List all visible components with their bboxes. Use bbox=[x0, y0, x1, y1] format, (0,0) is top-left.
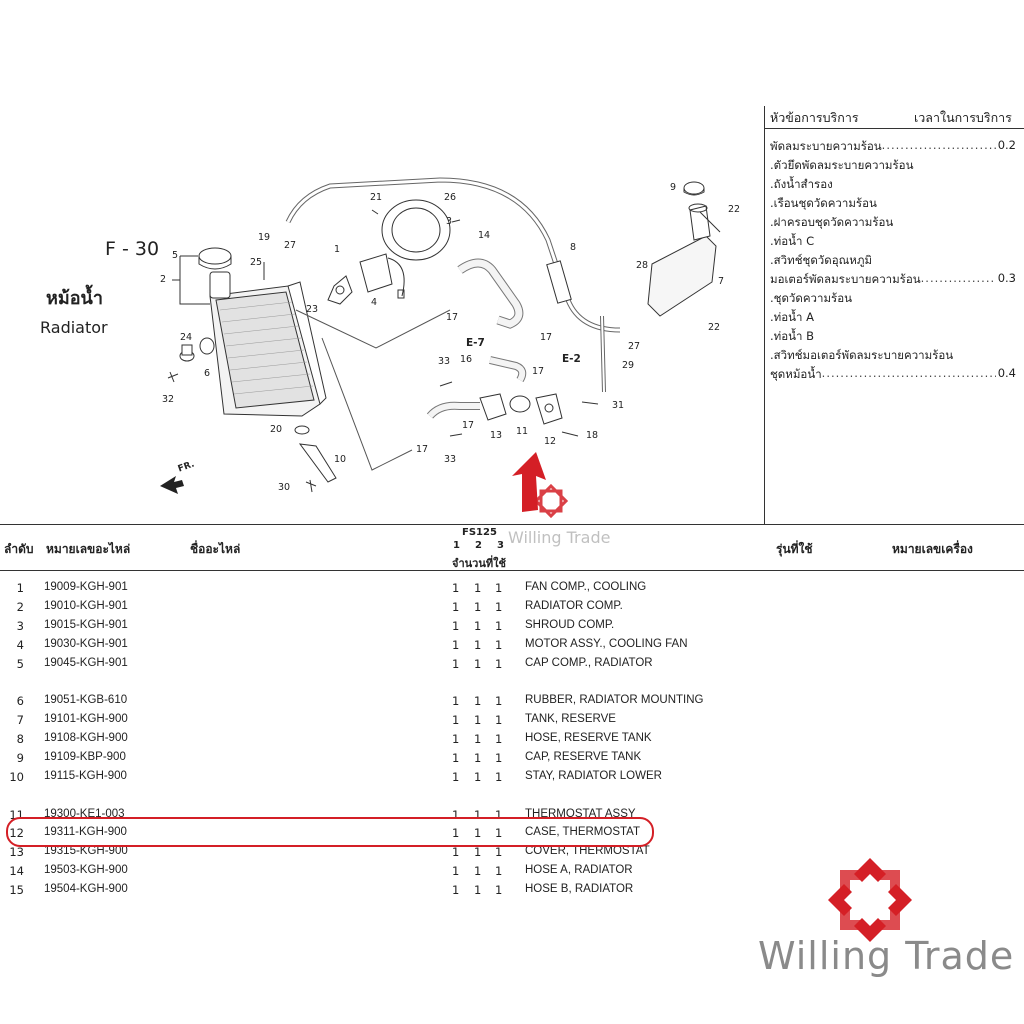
row-qty-2: 1 bbox=[474, 732, 482, 746]
row-part-number: 19051-KGB-610 bbox=[44, 694, 128, 706]
service-table-header-line bbox=[764, 128, 1024, 129]
parts-table-header-line bbox=[0, 570, 1024, 571]
table-row bbox=[0, 749, 700, 767]
callout-5: 5 bbox=[172, 250, 179, 261]
callout-17b: 17 bbox=[540, 332, 553, 343]
service-row-time: 0.3 bbox=[997, 271, 1016, 285]
table-row bbox=[0, 730, 700, 748]
row-index: 9 bbox=[16, 751, 24, 765]
row-qty-1: 1 bbox=[452, 732, 460, 746]
service-row-time: 0.4 bbox=[997, 366, 1016, 380]
service-row-label: .ท่อน้ำ C bbox=[770, 234, 815, 248]
row-index: 4 bbox=[16, 638, 24, 652]
row-qty-2: 1 bbox=[474, 864, 482, 878]
row-index: 14 bbox=[9, 864, 24, 878]
callout-21: 21 bbox=[370, 192, 383, 203]
row-qty-1: 1 bbox=[452, 619, 460, 633]
row-qty-1: 1 bbox=[452, 808, 460, 822]
row-qty-3: 1 bbox=[495, 657, 503, 671]
row-english-name: STAY, RADIATOR LOWER bbox=[525, 770, 662, 782]
radiator-exploded-diagram bbox=[0, 0, 764, 524]
callout-19: 19 bbox=[258, 232, 271, 243]
row-english-name: SHROUD COMP. bbox=[525, 619, 615, 631]
header-index: ลำดับ bbox=[4, 542, 34, 556]
callout-22b: 22 bbox=[708, 322, 721, 333]
header-qty-2: 2 bbox=[475, 540, 482, 551]
table-row bbox=[0, 862, 700, 880]
callout-28: 28 bbox=[636, 260, 649, 271]
callout-25: 25 bbox=[250, 257, 263, 268]
table-row bbox=[0, 655, 700, 673]
row-index: 2 bbox=[16, 600, 24, 614]
row-index: 12 bbox=[9, 826, 24, 840]
section-label-e2: E-2 bbox=[562, 353, 581, 365]
radiator-core bbox=[210, 272, 326, 416]
service-row-label: .ถังน้ำสำรอง bbox=[770, 177, 833, 191]
service-row bbox=[770, 290, 1016, 309]
table-row bbox=[0, 692, 704, 710]
row-qty-2: 1 bbox=[474, 581, 482, 595]
callout-1: 1 bbox=[334, 244, 341, 255]
header-qty-3: 3 bbox=[497, 540, 504, 551]
service-row-label: .สวิทช์มอเตอร์พัดลมระบายความร้อน bbox=[770, 348, 954, 362]
service-row bbox=[770, 309, 1016, 328]
row-english-name: HOSE, RESERVE TANK bbox=[525, 732, 652, 744]
row-qty-2: 1 bbox=[474, 713, 482, 727]
service-row-leader bbox=[882, 138, 996, 157]
row-qty-1: 1 bbox=[452, 751, 460, 765]
row-part-number: 19109-KBP-900 bbox=[44, 751, 126, 763]
watermark-logo-icon bbox=[534, 484, 568, 518]
row-english-name: MOTOR ASSY., COOLING FAN bbox=[525, 638, 688, 650]
callout-7: 7 bbox=[718, 276, 725, 287]
row-english-name: CAP, RESERVE TANK bbox=[525, 751, 642, 763]
diagram-title-english: Radiator bbox=[40, 318, 108, 337]
callout-17c: 17 bbox=[532, 366, 545, 377]
service-row-leader bbox=[822, 366, 996, 385]
service-row-time: 0.2 bbox=[997, 138, 1016, 152]
callout-22a: 22 bbox=[728, 204, 741, 215]
table-row bbox=[0, 617, 700, 635]
row-qty-2: 1 bbox=[474, 638, 482, 652]
row-qty-2: 1 bbox=[474, 845, 482, 859]
service-row bbox=[770, 176, 1016, 195]
service-row-label: .ตัวยึดพัดลมระบายความร้อน bbox=[770, 158, 914, 172]
callout-20: 20 bbox=[270, 424, 283, 435]
front-label: FR. bbox=[176, 459, 196, 475]
highlight-row-12 bbox=[6, 817, 654, 847]
callout-32: 32 bbox=[162, 394, 175, 405]
callout-29: 29 bbox=[622, 360, 635, 371]
front-arrow-icon bbox=[160, 476, 184, 494]
row-qty-2: 1 bbox=[474, 826, 482, 840]
row-qty-3: 1 bbox=[495, 883, 503, 897]
row-qty-3: 1 bbox=[495, 694, 503, 708]
row-index: 8 bbox=[16, 732, 24, 746]
row-qty-3: 1 bbox=[495, 770, 503, 784]
row-index: 7 bbox=[16, 713, 24, 727]
callout-18: 18 bbox=[586, 430, 599, 441]
service-row bbox=[770, 214, 1016, 233]
header-qty-1: 1 bbox=[453, 540, 460, 551]
row-qty-2: 1 bbox=[474, 657, 482, 671]
service-row bbox=[770, 138, 1016, 157]
row-part-number: 19115-KGH-900 bbox=[44, 770, 127, 782]
callout-27b: 27 bbox=[628, 341, 641, 352]
row-index: 3 bbox=[16, 619, 24, 633]
row-index: 15 bbox=[9, 883, 24, 897]
row-part-number: 19311-KGH-900 bbox=[44, 826, 127, 838]
row-qty-3: 1 bbox=[495, 845, 503, 859]
row-part-number: 19045-KGH-901 bbox=[44, 657, 128, 669]
row-english-name: HOSE A, RADIATOR bbox=[525, 864, 633, 876]
row-qty-3: 1 bbox=[495, 581, 503, 595]
header-part-name: ชื่ออะไหล่ bbox=[190, 542, 241, 556]
row-index: 5 bbox=[16, 657, 24, 671]
row-qty-2: 1 bbox=[474, 770, 482, 784]
row-index: 10 bbox=[9, 770, 24, 784]
watermark-text: Willing Trade bbox=[508, 528, 611, 547]
service-row-label: .ท่อน้ำ A bbox=[770, 310, 814, 324]
row-part-number: 19030-KGH-901 bbox=[44, 638, 128, 650]
row-qty-1: 1 bbox=[452, 657, 460, 671]
header-engine-number: หมายเลขเครื่อง bbox=[892, 542, 973, 556]
callout-27a: 27 bbox=[284, 240, 297, 251]
row-part-number: 19101-KGH-900 bbox=[44, 713, 128, 725]
table-row bbox=[0, 598, 700, 616]
service-row bbox=[770, 233, 1016, 252]
service-row-label: .เรือนชุดวัดความร้อน bbox=[770, 196, 877, 210]
row-qty-1: 1 bbox=[452, 826, 460, 840]
row-qty-3: 1 bbox=[495, 751, 503, 765]
section-label-e7: E-7 bbox=[466, 337, 485, 349]
row-part-number: 19108-KGH-900 bbox=[44, 732, 128, 744]
row-qty-3: 1 bbox=[495, 826, 503, 840]
row-english-name: RADIATOR COMP. bbox=[525, 600, 623, 612]
service-row bbox=[770, 195, 1016, 214]
row-qty-1: 1 bbox=[452, 845, 460, 859]
service-row-label: พัดลมระบายความร้อน bbox=[770, 139, 882, 153]
service-row-label: ชุดหม้อน้ำ bbox=[770, 367, 822, 381]
row-part-number: 19010-KGH-901 bbox=[44, 600, 128, 612]
header-qty-label: จำนวนที่ใช้ bbox=[452, 557, 506, 570]
row-qty-2: 1 bbox=[474, 808, 482, 822]
row-index: 13 bbox=[9, 845, 24, 859]
callout-24: 24 bbox=[180, 332, 193, 343]
service-row-label: .ชุดวัดความร้อน bbox=[770, 291, 852, 305]
row-qty-3: 1 bbox=[495, 713, 503, 727]
row-qty-3: 1 bbox=[495, 808, 503, 822]
callout-23: 23 bbox=[306, 304, 319, 315]
service-row bbox=[770, 271, 1016, 290]
callout-2: 2 bbox=[160, 274, 167, 285]
row-english-name: TANK, RESERVE bbox=[525, 713, 616, 725]
service-row bbox=[770, 366, 1016, 385]
callout-13: 13 bbox=[490, 430, 503, 441]
row-part-number: 19315-KGH-900 bbox=[44, 845, 128, 857]
row-qty-1: 1 bbox=[452, 694, 460, 708]
row-english-name: CASE, THERMOSTAT bbox=[525, 826, 641, 838]
row-qty-2: 1 bbox=[474, 883, 482, 897]
row-qty-1: 1 bbox=[452, 638, 460, 652]
service-row bbox=[770, 328, 1016, 347]
row-qty-3: 1 bbox=[495, 732, 503, 746]
callout-12: 12 bbox=[544, 436, 557, 447]
service-row-label: .ท่อน้ำ B bbox=[770, 329, 815, 343]
row-qty-1: 1 bbox=[452, 581, 460, 595]
row-qty-2: 1 bbox=[474, 694, 482, 708]
row-index: 11 bbox=[9, 808, 24, 822]
callout-10: 10 bbox=[334, 454, 347, 465]
row-part-number: 19009-KGH-901 bbox=[44, 581, 128, 593]
table-row bbox=[0, 579, 700, 597]
header-usage: รุ่นที่ใช้ bbox=[776, 542, 813, 556]
row-qty-3: 1 bbox=[495, 638, 503, 652]
callout-11: 11 bbox=[516, 426, 529, 437]
table-row bbox=[0, 636, 700, 654]
diagram-title-thai: หม้อน้ำ bbox=[46, 288, 103, 309]
parts-table-top-border bbox=[0, 524, 1024, 525]
service-row-label: .สวิทช์ชุดวัดอุณหภูมิ bbox=[770, 253, 873, 267]
service-table-border bbox=[764, 106, 765, 524]
row-qty-1: 1 bbox=[452, 713, 460, 727]
table-row bbox=[0, 881, 700, 899]
row-index: 6 bbox=[16, 694, 24, 708]
service-row-label: .ฝาครอบชุดวัดความร้อน bbox=[770, 215, 894, 229]
callout-33b: 33 bbox=[444, 454, 457, 465]
service-row-label: มอเตอร์พัดลมระบายความร้อน bbox=[770, 272, 921, 286]
willing-trade-logo-icon bbox=[826, 856, 914, 944]
row-qty-2: 1 bbox=[474, 619, 482, 633]
service-row bbox=[770, 252, 1016, 271]
callout-14: 14 bbox=[478, 230, 491, 241]
row-qty-3: 1 bbox=[495, 600, 503, 614]
row-english-name: THERMOSTAT ASSY bbox=[525, 808, 636, 820]
service-header-item: หัวข้อการบริการ bbox=[770, 110, 859, 125]
row-qty-2: 1 bbox=[474, 751, 482, 765]
callout-3: 3 bbox=[446, 216, 453, 227]
callout-31: 31 bbox=[612, 400, 625, 411]
callout-33a: 33 bbox=[438, 356, 451, 367]
header-part-number: หมายเลขอะไหล่ bbox=[46, 542, 131, 556]
brand-name: Willing Trade bbox=[758, 934, 1015, 978]
row-part-number: 19504-KGH-900 bbox=[44, 883, 128, 895]
row-part-number: 19015-KGH-901 bbox=[44, 619, 128, 631]
callout-30: 30 bbox=[278, 482, 291, 493]
service-row-leader bbox=[921, 271, 996, 290]
row-english-name: CAP COMP., RADIATOR bbox=[525, 657, 653, 669]
row-qty-1: 1 bbox=[452, 883, 460, 897]
callout-17a: 17 bbox=[446, 312, 459, 323]
row-qty-2: 1 bbox=[474, 600, 482, 614]
diagram-code: F - 30 bbox=[105, 238, 160, 260]
service-header-time: เวลาในการบริการ bbox=[914, 110, 1012, 125]
callout-4: 4 bbox=[371, 297, 378, 308]
row-qty-1: 1 bbox=[452, 770, 460, 784]
row-english-name: FAN COMP., COOLING bbox=[525, 581, 647, 593]
callout-9: 9 bbox=[670, 182, 677, 193]
row-qty-1: 1 bbox=[452, 864, 460, 878]
callout-8: 8 bbox=[570, 242, 577, 253]
row-part-number: 19300-KE1-003 bbox=[44, 808, 125, 820]
row-english-name: HOSE B, RADIATOR bbox=[525, 883, 634, 895]
service-row bbox=[770, 347, 1016, 366]
row-qty-3: 1 bbox=[495, 864, 503, 878]
table-row bbox=[0, 711, 700, 729]
callout-6: 6 bbox=[204, 368, 211, 379]
service-row bbox=[770, 157, 1016, 176]
table-row bbox=[0, 768, 700, 786]
callout-26: 26 bbox=[444, 192, 457, 203]
row-index: 1 bbox=[16, 581, 24, 595]
row-qty-1: 1 bbox=[452, 600, 460, 614]
callout-16: 16 bbox=[460, 354, 473, 365]
callout-17d: 17 bbox=[462, 420, 475, 431]
row-part-number: 19503-KGH-900 bbox=[44, 864, 128, 876]
callout-17e: 17 bbox=[416, 444, 429, 455]
row-qty-3: 1 bbox=[495, 619, 503, 633]
row-english-name: COVER, THERMOSTAT bbox=[525, 845, 650, 857]
header-model: FS125 bbox=[462, 527, 497, 538]
row-english-name: RUBBER, RADIATOR MOUNTING bbox=[525, 694, 704, 706]
